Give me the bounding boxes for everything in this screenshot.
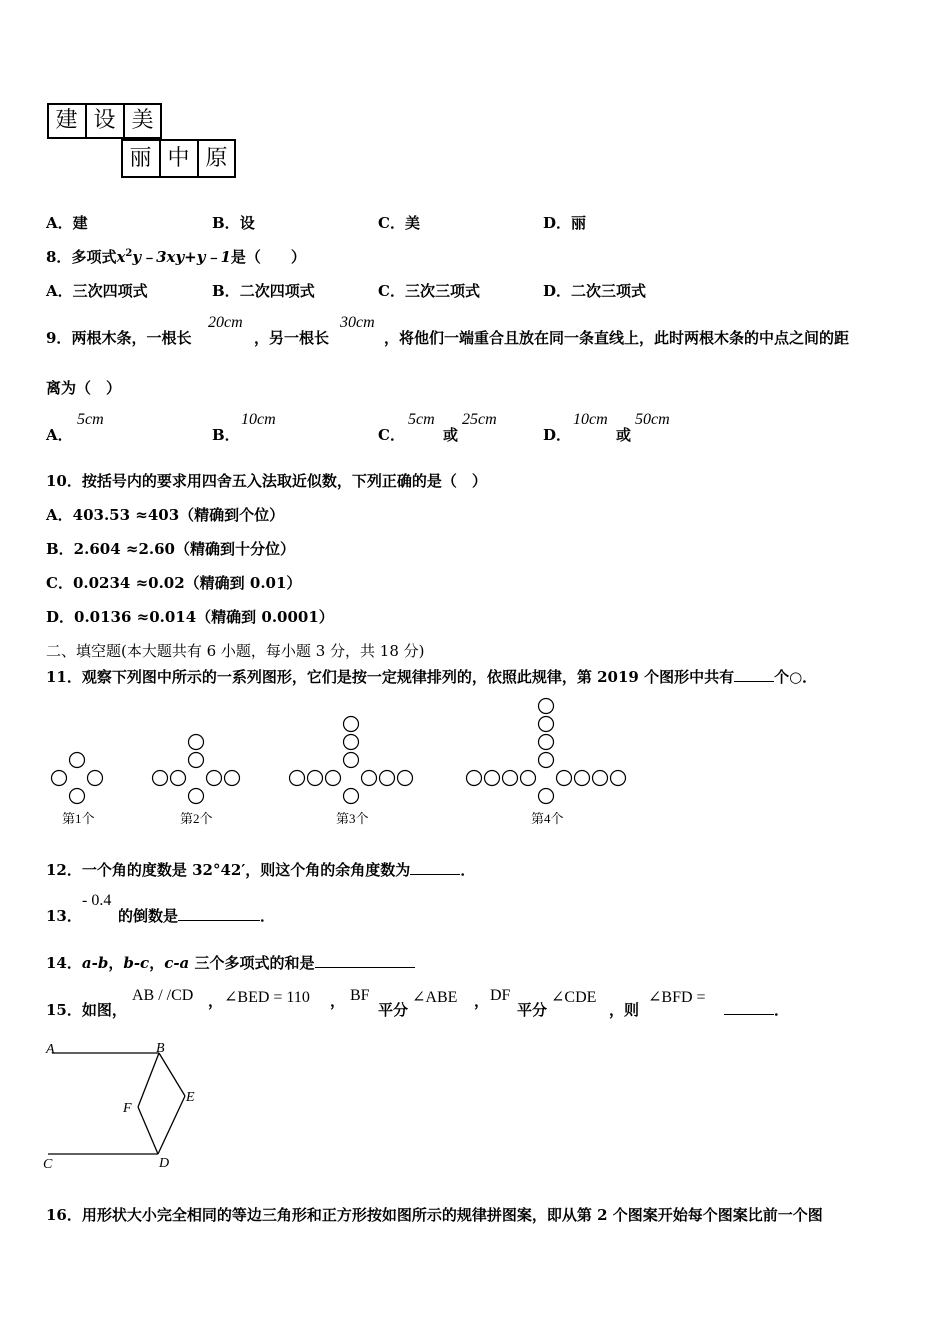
q13-number: 13． [46,907,82,925]
q15-answer: ． [724,999,789,1020]
q15-then: ，则 [609,1001,640,1019]
q10-option-d: D．0.0136 ≈0.014（精确到 0.0001） [46,608,334,626]
q9-option-c-value-1: 5cm [408,411,435,428]
pattern-circle [467,771,482,786]
point-label-f: F [123,1101,132,1116]
pattern-label: 第1个 [62,811,95,826]
q14-answer-blank [315,953,415,968]
q15-answer-blank [724,1000,774,1015]
pattern-circle [326,771,341,786]
pattern-circle [189,753,204,768]
pattern-circle [611,771,626,786]
q9-option-c-value-2: 25cm [462,411,497,428]
q15-expr-bf: BF [350,987,370,1004]
pattern-circle [575,771,590,786]
pattern-circle [521,771,536,786]
q11-answer-blank [734,667,774,682]
q10-option-a: A．403.53 ≈403（精确到个位） [46,506,285,524]
q10-option-c: C．0.0234 ≈0.02（精确到 0.01） [46,574,302,592]
q9-option-d-value-2: 50cm [635,411,670,428]
pattern-circle [171,771,186,786]
q15-word-bisect: 平分 [517,1001,548,1019]
pattern-circle [503,771,518,786]
segment-fd [138,1107,158,1154]
segment-be [159,1053,185,1096]
segment-ed [158,1096,185,1154]
pattern-circle [52,771,67,786]
pattern-circle [308,771,323,786]
net-cell: 美 [123,105,160,137]
q13-answer-blank [178,906,260,921]
q8-stem: 8．多项式$x^2y﹣3xy+y﹣1$是（ ） [46,248,306,266]
q9-stem-part2: ，另一根长 [254,329,330,347]
q9-option-a-value: 5cm [77,411,104,428]
q9-option-d-value-1: 10cm [573,411,608,428]
q9-option-c-or: 或 [443,426,459,444]
segment-bf [138,1053,159,1107]
pattern-circle [539,717,554,732]
pattern-circle [593,771,608,786]
q15-geometry-figure [40,1038,210,1173]
pattern-circle [539,789,554,804]
q9-option-c-letter: C． [378,426,405,444]
q15-expr-angle-abe: ∠ABE [412,989,458,1006]
q15-expr-parallel: AB / /CD [132,987,194,1004]
q8-option-a: A．三次四项式 [46,282,148,300]
pattern-circle [153,771,168,786]
cube-net-bottom-row [121,139,236,178]
q12-stem: 12．一个角的度数是 32°42′，则这个角的余角度数为 ． [46,861,476,879]
q9-option-b-value: 10cm [241,411,276,428]
pattern-circle [557,771,572,786]
pattern-circle [225,771,240,786]
net-cell: 原 [197,141,234,176]
pattern-circle [189,735,204,750]
q15-sep: ， [330,992,346,1010]
pattern-circle [70,753,85,768]
q13-value: - 0.4 [82,892,112,909]
cube-net-top-row [47,103,162,139]
q15-word-bisect: 平分 [378,1001,409,1019]
q8-option-d: D．二次三项式 [543,282,647,300]
q10-option-b: B．2.604 ≈2.60（精确到十分位） [46,540,295,558]
pattern-circle [344,753,359,768]
net-cell: 建 [55,108,78,133]
pattern-label: 第2个 [180,811,213,826]
pattern-circle [344,717,359,732]
pattern-circle [398,771,413,786]
q15-sep: ， [474,992,490,1010]
q11-stem: 11．观察下列图中所示的一系列图形，它们是按一定规律排列的，依照此规律，第 2019 个图形中共有 个○． [46,668,818,686]
point-label-d: D [159,1156,170,1171]
pattern-circle [344,735,359,750]
q9-option-a-letter: A． [46,426,73,444]
pattern-circle [539,753,554,768]
q16-stem: 16．用形状大小完全相同的等边三角形和正方形按如图所示的规律拼图案，即从第 2 个图案开始每个图案比前一个图 [46,1206,823,1224]
q9-stem-line1: 9．两根木条，一根长 [46,329,192,347]
point-label-c: C [43,1157,53,1172]
q8-option-b: B．二次四项式 [212,282,315,300]
net-cell: 中 [159,141,196,176]
pattern-circle [290,771,305,786]
q7-option-a: A．建 [46,214,88,232]
q7-option-b: B．设 [212,214,255,232]
q15-expr-df: DF [490,987,511,1004]
pattern-circle [485,771,500,786]
net-cell: 设 [85,105,122,137]
q9-option-b-letter: B． [212,426,240,444]
pattern-circle [539,735,554,750]
q7-option-d: D．丽 [543,214,587,232]
pattern-circle [70,789,85,804]
section-2-heading: 二、填空题(本大题共有 6 小题，每小题 3 分，共 18 分) [46,642,425,660]
q9-length-1: 20cm [208,314,243,331]
pattern-circle [380,771,395,786]
q9-option-d-or: 或 [616,426,632,444]
q11-circle-patterns [40,690,680,830]
pattern-label: 第3个 [336,811,369,826]
q13-text: 的倒数是 ． [118,907,276,925]
pattern-circle [207,771,222,786]
pattern-circle [88,771,103,786]
q9-stem-line2: 离为（ ） [46,379,122,397]
net-cell: 丽 [129,146,152,171]
q15-expr-angle-bed: ∠BED = 110 [224,989,310,1006]
point-label-e: E [186,1090,195,1105]
pattern-circle [189,789,204,804]
q8-option-c: C．三次三项式 [378,282,480,300]
point-label-b: B [156,1041,165,1056]
q14-stem: 14．a-b，b-c，c-a 三个多项式的和是 [46,952,415,973]
pattern-circle [344,789,359,804]
pattern-circle [539,699,554,714]
pattern-label: 第4个 [531,811,564,826]
point-label-a: A [46,1042,55,1057]
q9-option-d-letter: D． [543,426,572,444]
q15-expr-angle-cde: ∠CDE [551,989,597,1006]
pattern-circle [362,771,377,786]
q10-stem: 10．按括号内的要求用四舍五入法取近似数，下列正确的是（ ） [46,472,487,490]
q7-option-c: C．美 [378,214,420,232]
q15-expr-angle-bfd: ∠BFD = [648,989,706,1006]
q15-sep: ， [208,992,224,1010]
q12-answer-blank [410,860,460,875]
q15-lead: 15．如图， [46,1001,127,1019]
q9-stem-part3: ，将他们一端重合且放在同一条直线上，此时两根木条的中点之间的距 [384,329,850,347]
q9-length-2: 30cm [340,314,375,331]
